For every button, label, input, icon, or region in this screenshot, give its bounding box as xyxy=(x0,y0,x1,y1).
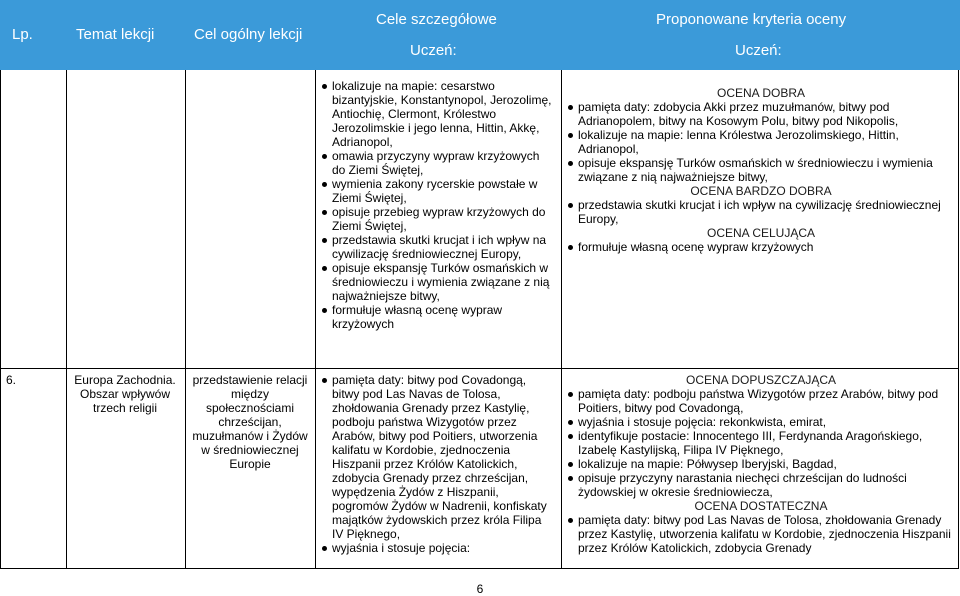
criteria-item: pamięta daty: bitwy pod Las Navas de Tolosa, zhołdowania Grenady przez Kastylię, utworzenia kalifatu w Kordobie, zjednoczenia Hiszpanii przez Królów Katolickich, zdobycia Grenady xyxy=(568,513,954,555)
goal-item: przedstawia skutki krucjat i ich wpływ na cywilizację średniowiecznej Europy, xyxy=(322,233,554,261)
goal-item: omawia przyczyny wypraw krzyżowych do Ziemi Świętej, xyxy=(322,149,554,177)
row6-cel: przedstawienie relacji między społecznościami chrześcijan, muzułmanów i Żydów w średniowiecznej Europie xyxy=(192,373,308,471)
col-divider xyxy=(561,70,562,568)
criteria-item: opisuje przyczyny narastania niechęci chrześcijan do ludności żydowskiej w okresie średniowiecza, xyxy=(568,471,954,499)
header-uczen-left: Uczeń: xyxy=(410,42,457,59)
grade-title-bardzo-dobra: OCENA BARDZO DOBRA xyxy=(690,184,832,198)
criteria-item: lokalizuje na mapie: lenna Królestwa Jerozolimskiego, Hittin, Adrianopol, xyxy=(568,128,954,156)
grade-title-celujaca: OCENA CELUJĄCA xyxy=(706,226,816,240)
goal-item: pamięta daty: bitwy pod Covadongą, bitwy pod Las Navas de Tolosa, zhołdowania Grenady przez Kastylię, podboju państwa Wizygotów przez Arabów, bitwy pod Poitiers, utworzenia kalifatu w Kordobie, zjednoczenia Hiszpanii przez Królów Katolickich, zdobycia Grenady przez chrześcijan, wypędzenia Żydów z Hiszpanii, pogromów Żydów w Nadrenii, konfiskaty majątków żydowskich przez króla Filipa IV Pięknego, xyxy=(322,373,554,541)
page-number: 6 xyxy=(476,582,484,596)
goal-item: lokalizuje na mapie: cesarstwo bizantyjskie, Konstantynopol, Jerozolimę, Antiochię, Clermont, Królestwo Jerozolimskie i jego lenna, Hittin, Akkę, Adrianopol, xyxy=(322,79,554,149)
criteria-item: pamięta daty: podboju państwa Wizygotów przez Arabów, bitwy pod Poitiers, bitwy pod Covadongą, xyxy=(568,387,954,415)
row5-goals xyxy=(322,79,554,331)
criteria-item: formułuje własną ocenę wypraw krzyżowych xyxy=(568,240,954,254)
header-temat: Temat lekcji xyxy=(76,26,155,43)
row5-criteria xyxy=(568,86,954,254)
row6-lp: 6. xyxy=(6,373,17,387)
header-cele-szczegolowe: Cele szczegółowe xyxy=(376,11,497,28)
table-header xyxy=(0,0,960,70)
criteria-item: przedstawia skutki krucjat i ich wpływ na cywilizację średniowiecznej Europy, xyxy=(568,198,954,226)
criteria-item: pamięta daty: zdobycia Akki przez muzułmanów, bitwy pod Adrianopolem, bitwy na Kosowym Polu, bitwy pod Nikopolis, xyxy=(568,100,954,128)
col-divider xyxy=(958,70,959,568)
col-divider xyxy=(315,70,316,568)
row-divider xyxy=(0,568,959,569)
goal-item: formułuje własną ocenę wypraw krzyżowych xyxy=(322,303,554,331)
goal-item: opisuje przebieg wypraw krzyżowych do Ziemi Świętej, xyxy=(322,205,554,233)
criteria-item: lokalizuje na mapie: Półwysep Iberyjski, Bagdad, xyxy=(568,457,954,471)
col-divider xyxy=(66,70,67,568)
row6-temat: Europa Zachodnia. Obszar wpływów trzech religii xyxy=(74,373,176,415)
criteria-item: opisuje ekspansję Turków osmańskich w średniowieczu i wymienia związane z nią najważniejsze bitwy, xyxy=(568,156,954,184)
grade-title-dostateczna: OCENA DOSTATECZNA xyxy=(694,499,828,513)
goal-item: wyjaśnia i stosuje pojęcia: xyxy=(322,541,554,555)
col-divider xyxy=(185,70,186,568)
header-kryteria: Proponowane kryteria oceny xyxy=(656,11,847,28)
row-divider xyxy=(0,368,959,369)
header-cel-ogolny: Cel ogólny lekcji xyxy=(194,26,303,43)
header-uczen-right: Uczeń: xyxy=(735,42,782,59)
criteria-item: identyfikuje postacie: Innocentego III, Ferdynanda Aragońskiego, Izabelę Kastylijską, Filipa IV Pięknego, xyxy=(568,429,954,457)
criteria-item: wyjaśnia i stosuje pojęcia: rekonkwista, emirat, xyxy=(568,415,954,429)
goal-item: wymienia zakony rycerskie powstałe w Ziemi Świętej, xyxy=(322,177,554,205)
grade-title-dobra: OCENA DOBRA xyxy=(716,86,806,100)
row6-goals xyxy=(322,373,554,555)
goal-item: opisuje ekspansję Turków osmańskich w średniowieczu i wymienia związane z nią najważniejsze bitwy, xyxy=(322,261,554,303)
grade-title-dopuszczajaca: OCENA DOPUSZCZAJĄCA xyxy=(685,373,837,387)
row6-criteria xyxy=(568,373,954,555)
header-lp: Lp. xyxy=(12,26,33,43)
col-divider xyxy=(0,70,1,568)
